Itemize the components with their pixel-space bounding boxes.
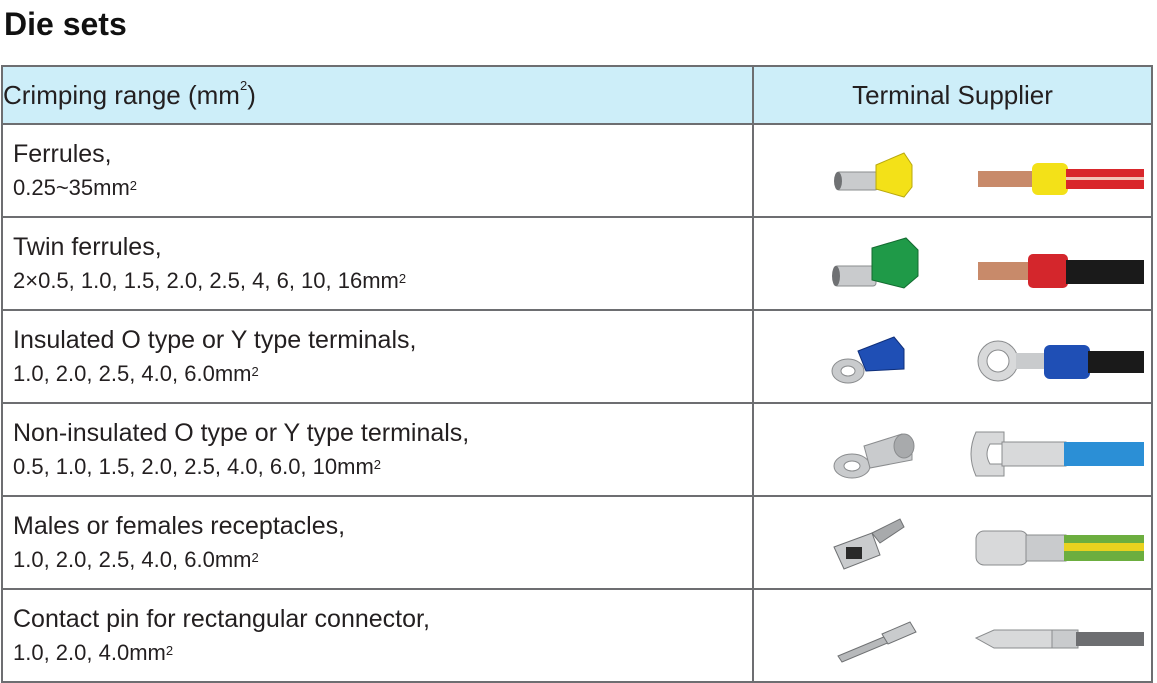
terminal-type-label: Non-insulated O type or Y type terminals, [13, 418, 470, 447]
table-row [2, 217, 1152, 310]
table-row [2, 310, 1152, 403]
size-range-label: 0.5, 1.0, 1.5, 2.0, 2.5, 4.0, 6.0, $10mm^2$ [13, 453, 382, 479]
crimping-range-cell [2, 496, 753, 589]
size-range-label: $0.25\sim 35mm^2$ [13, 174, 138, 200]
non-insulated-ring-terminal-icon [754, 404, 1144, 495]
crimping-range-header: Crimping range $(mm^2)$ [2, 66, 753, 124]
terminal-image-cell [753, 403, 1152, 496]
crimping-range-cell [2, 217, 753, 310]
size-range-label: 1.0, 2.0, $4.0mm^2$ [13, 639, 174, 665]
terminal-type-label: Contact pin for rectangular connector, [13, 604, 430, 633]
page-title: Die sets [4, 6, 127, 42]
terminal-type-label: Males or females receptacles, [13, 511, 346, 540]
terminal-image-cell [753, 217, 1152, 310]
terminal-supplier-header: Terminal Supplier [753, 66, 1152, 124]
table-row [2, 496, 1152, 589]
table-row [2, 589, 1152, 682]
contact-pin-icon [754, 590, 1144, 681]
crimping-range-cell [2, 589, 753, 682]
terminal-type-label: Twin ferrules, [13, 232, 162, 261]
twin-ferrule-icon [754, 218, 1144, 309]
receptacle-terminal-icon [754, 497, 1144, 588]
terminal-image-cell [753, 310, 1152, 403]
table-row [2, 124, 1152, 217]
die-sets-table [1, 65, 1153, 683]
terminal-type-label: Insulated O type or Y type terminals, [13, 325, 417, 354]
terminal-image-cell [753, 589, 1152, 682]
terminal-type-label: Ferrules, [13, 139, 112, 168]
table-header-row [2, 66, 1152, 124]
size-range-label: 1.0, 2.0, 2.5, 4.0, $6.0mm^2$ [13, 546, 259, 572]
crimping-range-cell [2, 310, 753, 403]
size-range-label: 2×0.5, 1.0, 1.5, 2.0, 2.5, 4, 6, 10, $16mm^2$ [13, 267, 407, 293]
terminal-image-cell [753, 496, 1152, 589]
terminal-image-cell [753, 124, 1152, 217]
crimping-range-cell [2, 124, 753, 217]
insulated-ring-terminal-icon [754, 311, 1144, 402]
table-row [2, 403, 1152, 496]
crimping-range-cell [2, 403, 753, 496]
size-range-label: 1.0, 2.0, 2.5, 4.0, $6.0mm^2$ [13, 360, 259, 386]
ferrule-icon [754, 125, 1144, 216]
